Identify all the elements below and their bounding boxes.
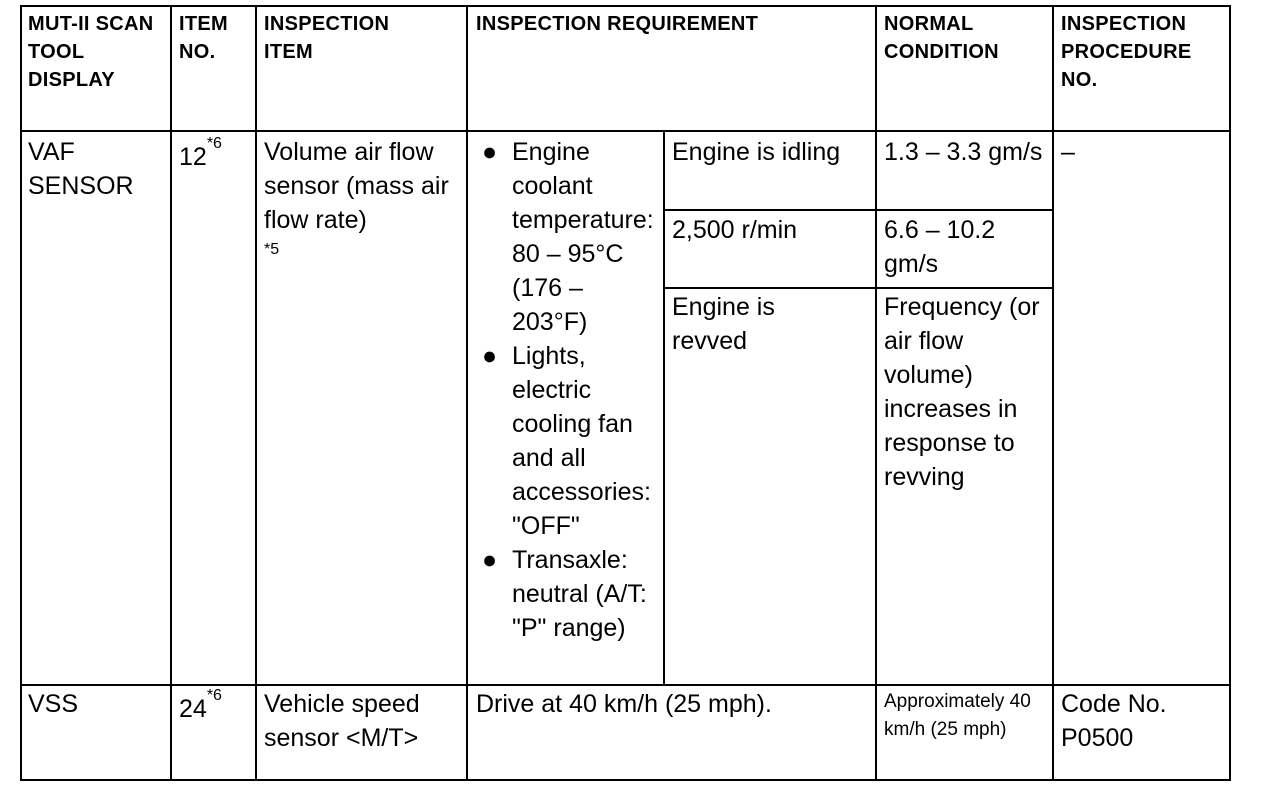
vss-procedure-no: Code No. P0500 [1061, 690, 1167, 752]
requirement-item [480, 543, 665, 645]
vss-display: VSS [28, 690, 79, 718]
bullet-icon: ● [482, 546, 498, 574]
column-divider-3 [466, 5, 468, 781]
vaf-item-text: Volume air flow sensor (mass air flow rate) [264, 138, 449, 234]
vss-item-no [179, 687, 254, 726]
vaf-item-no [179, 135, 254, 174]
vaf-normal-revved: Frequency (or air flow volume) increases in response to revving [884, 293, 1040, 491]
vaf-normal-idle: 1.3 – 3.3 gm/s [884, 138, 1043, 166]
vaf-inspection-item [264, 135, 464, 261]
vaf-display: VAF SENSOR [28, 138, 134, 200]
vss-item-number: 24 [179, 695, 207, 723]
vaf-item-note: *5 [264, 241, 280, 258]
table-border-right [1229, 5, 1231, 781]
header-item-no: ITEM NO. [179, 13, 228, 63]
column-divider-4 [875, 5, 877, 781]
header-procedure-no: INSPECTION PROCEDURE NO. [1061, 13, 1192, 91]
header-inspection-item: INSPECTION ITEM [264, 13, 390, 63]
vaf-condition-state-2500: 2,500 r/min [672, 216, 798, 244]
vaf-item-number: 12 [179, 143, 207, 171]
vaf-item-footnote: *6 [206, 135, 222, 152]
vss-inspection-item: Vehicle speed sensor <M/T> [264, 690, 420, 752]
table-border-top [20, 5, 1231, 7]
table-border-bottom [20, 779, 1231, 781]
requirement-item [480, 339, 665, 543]
vaf-normal-2500: 6.6 – 10.2 gm/s [884, 216, 996, 278]
vaf-condition-state-idle: Engine is idling [672, 138, 841, 166]
column-divider-5 [1052, 5, 1054, 781]
requirement-text: Lights, electric cooling fan and all accessories: "OFF" [512, 342, 651, 540]
condition-divider-2 [663, 287, 1053, 289]
header-inspection-requirement: INSPECTION REQUIREMENT [476, 13, 759, 35]
requirement-text: Engine coolant temperature: 80 – 95°C (176 – 203°F) [512, 138, 654, 336]
vss-item-footnote: *6 [206, 687, 222, 704]
header-scan-tool-display: MUT-II SCAN TOOL DISPLAY [28, 13, 154, 91]
column-divider-1 [170, 5, 172, 781]
bullet-icon: ● [482, 342, 498, 370]
column-divider-2 [255, 5, 257, 781]
vaf-requirements [480, 135, 665, 645]
requirement-text: Transaxle: neutral (A/T: "P" range) [512, 546, 647, 642]
requirement-item [480, 135, 665, 339]
vaf-procedure-no: – [1061, 138, 1075, 166]
header-normal-condition: NORMAL CONDITION [884, 13, 999, 63]
vss-requirement: Drive at 40 km/h (25 mph). [476, 690, 772, 718]
vaf-condition-state-revved: Engine is revved [672, 293, 775, 355]
header-divider [20, 130, 1231, 132]
condition-divider-1 [663, 209, 1053, 211]
row-divider [20, 684, 1231, 686]
vss-normal-condition: Approximately 40 km/h (25 mph) [884, 691, 1031, 740]
bullet-icon: ● [482, 138, 498, 166]
table-border-left [20, 5, 22, 781]
